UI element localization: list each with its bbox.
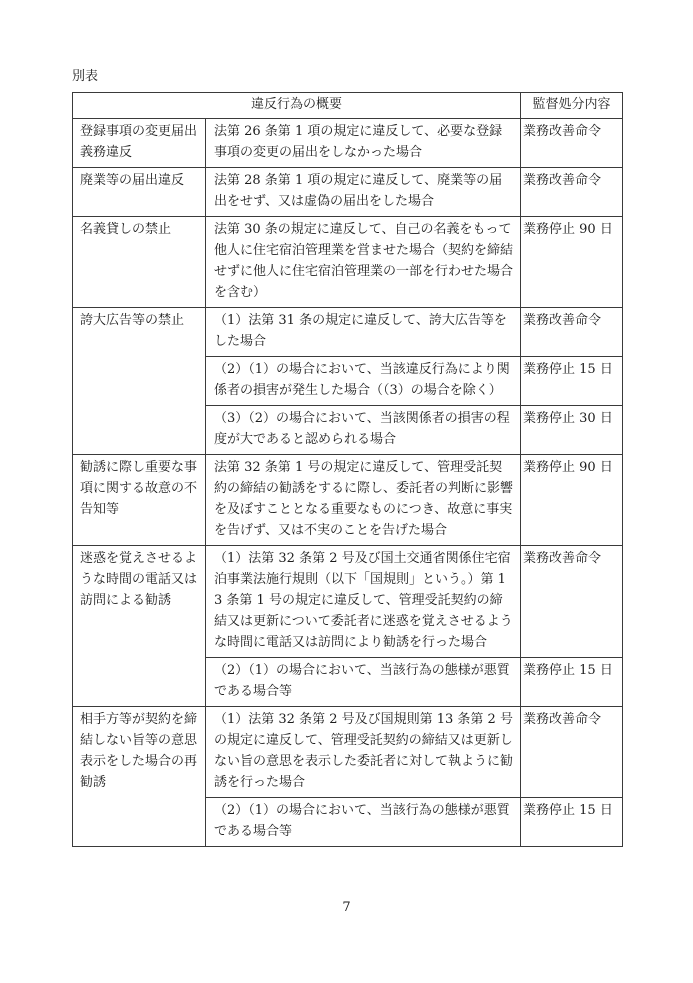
violation-description-cell: 法第 32 条第 1 号の規定に違反して、管理受託契約の締結の勧誘をするに際し、委託者の判断に影響を及ぼすこととなる重要なものにつき、故意に事実を告げず、又は不実のことを告げた場合 (206, 455, 521, 546)
violation-description-cell: （1）法第 32 条第 2 号及び国規則第 13 条第 2 号の規定に違反して、管理受託契約の締結又は更新しない旨の意思を表示した委託者に対して執ように勧誘を行った場合 (206, 707, 521, 798)
violation-description-cell: （1）法第 32 条第 2 号及び国土交通省関係住宅宿泊事業法施行規則（以下「国規則」という。）第 13 条第 1 号の規定に違反して、管理受託契約の締結又は更新について委託者に迷惑を覚えさせるような時間に電話又は訪問により勧誘を行った場合 (206, 546, 521, 658)
violation-category-cell: 名義貸しの禁止 (73, 217, 206, 308)
table-row (73, 455, 623, 546)
violation-category-cell: 相手方等が契約を締結しない旨等の意思表示をした場合の再勧誘 (73, 707, 206, 847)
disposition-cell: 業務改善命令 (521, 119, 623, 168)
violation-category-cell: 勧誘に際し重要な事項に関する故意の不告知等 (73, 455, 206, 546)
table-row (73, 707, 623, 798)
disposition-cell: 業務停止 90 日 (521, 455, 623, 546)
disposition-cell: 業務改善命令 (521, 707, 623, 798)
violation-description-cell: 法第 30 条の規定に違反して、自己の名義をもって他人に住宅宿泊管理業を営ませた場合（契約を締結せずに他人に住宅宿泊管理業の一部を行わせた場合を含む） (206, 217, 521, 308)
table-row (73, 308, 623, 357)
page-number: 7 (342, 900, 351, 915)
table-row (73, 217, 623, 308)
header-violation-summary: 違反行為の概要 (73, 93, 521, 119)
violation-table-body (73, 119, 623, 847)
table-caption: 別表 (72, 69, 99, 84)
table-row (73, 168, 623, 217)
violation-description-cell: （2）（1）の場合において、当該行為の態様が悪質である場合等 (206, 798, 521, 847)
violation-category-cell: 誇大広告等の禁止 (73, 308, 206, 455)
violation-description-cell: （3）（2）の場合において、当該関係者の損害の程度が大であると認められる場合 (206, 406, 521, 455)
disposition-cell: 業務改善命令 (521, 168, 623, 217)
disposition-cell: 業務改善命令 (521, 546, 623, 658)
disposition-cell: 業務停止 15 日 (521, 658, 623, 707)
table-row (73, 119, 623, 168)
violation-category-cell: 登録事項の変更届出義務違反 (73, 119, 206, 168)
violation-description-cell: 法第 26 条第 1 項の規定に違反して、必要な登録事項の変更の届出をしなかった場合 (206, 119, 521, 168)
disposition-cell: 業務停止 90 日 (521, 217, 623, 308)
disposition-cell: 業務改善命令 (521, 308, 623, 357)
violation-description-cell: （2）（1）の場合において、当該違反行為により関係者の損害が発生した場合（（3）の場合を除く） (206, 357, 521, 406)
violation-category-cell: 廃業等の届出違反 (73, 168, 206, 217)
violation-category-cell: 迷惑を覚えさせるような時間の電話又は訪問による勧誘 (73, 546, 206, 707)
disposition-cell: 業務停止 15 日 (521, 798, 623, 847)
disposition-cell: 業務停止 30 日 (521, 406, 623, 455)
violation-description-cell: 法第 28 条第 1 項の規定に違反して、廃業等の届出をせず、又は虚偽の届出をした場合 (206, 168, 521, 217)
violation-description-cell: （2）（1）の場合において、当該行為の態様が悪質である場合等 (206, 658, 521, 707)
table-row (73, 546, 623, 658)
violation-description-cell: （1）法第 31 条の規定に違反して、誇大広告等をした場合 (206, 308, 521, 357)
violation-disposition-table (72, 92, 623, 847)
header-disposition: 監督処分内容 (521, 93, 623, 119)
table-header-row (73, 93, 623, 119)
disposition-cell: 業務停止 15 日 (521, 357, 623, 406)
